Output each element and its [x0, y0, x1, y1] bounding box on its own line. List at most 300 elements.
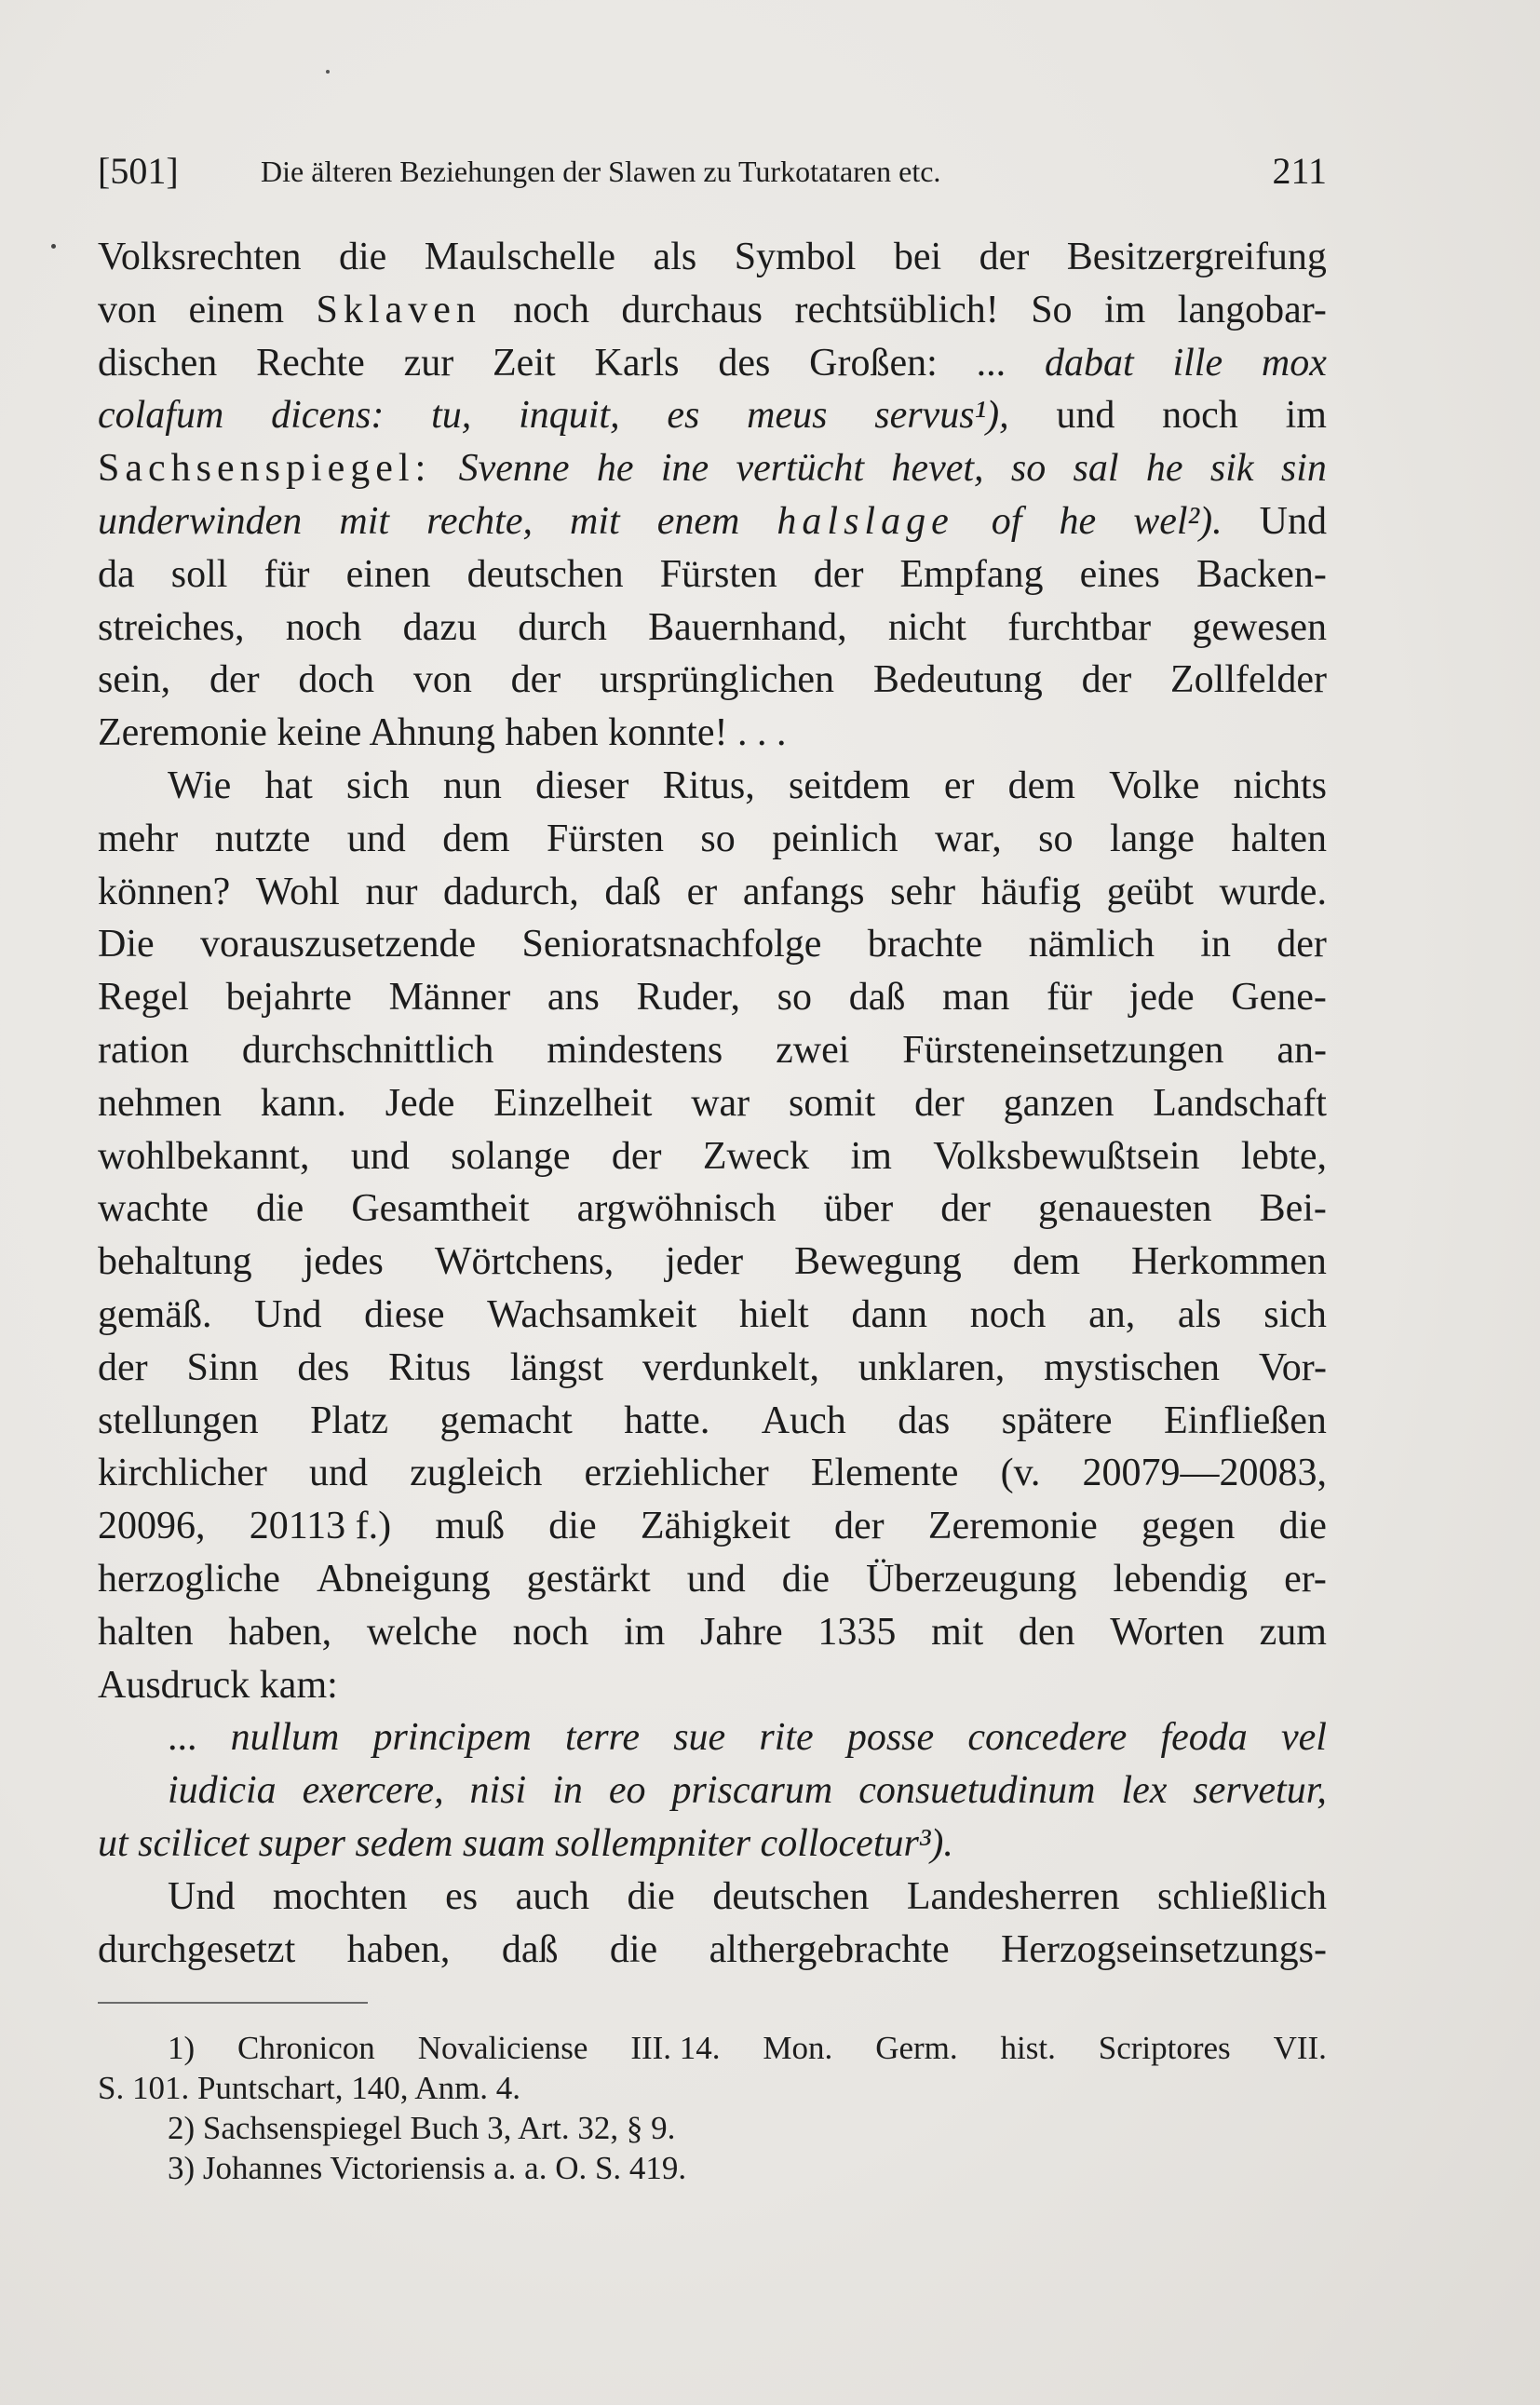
word: nullum: [230, 1716, 340, 1760]
word: den: [1018, 1610, 1075, 1654]
text-line: [98, 231, 1327, 284]
word: Und: [254, 1292, 322, 1336]
text-line: [98, 1289, 1327, 1342]
word: nehmen: [98, 1081, 222, 1125]
footnote: [98, 2108, 1327, 2148]
word: sin: [1280, 447, 1327, 491]
word: dieser: [535, 763, 629, 807]
word: kann.: [260, 1081, 346, 1125]
text-line: [98, 495, 1327, 548]
word: durchschnittlich: [241, 1028, 494, 1072]
word: mit: [570, 499, 620, 543]
word: Einzelheit: [493, 1081, 653, 1125]
word: wachte: [98, 1187, 209, 1231]
word: der: [834, 1505, 885, 1548]
word: Die: [98, 923, 155, 966]
word: terre: [564, 1716, 641, 1760]
word: die: [339, 236, 387, 278]
word: 20113 f.): [249, 1505, 392, 1548]
word: peinlich: [772, 817, 898, 860]
word: sein,: [98, 658, 171, 702]
word: mit: [339, 499, 390, 543]
word: Jahre: [700, 1610, 783, 1654]
word: Bedeutung: [872, 658, 1043, 702]
word: ille: [1172, 341, 1223, 385]
word: in: [552, 1769, 583, 1813]
word: solange: [451, 1134, 571, 1178]
word: die: [548, 1505, 597, 1548]
word: Regel: [98, 976, 189, 1020]
text-line: [98, 389, 1327, 442]
text-line: [98, 1500, 1327, 1553]
word: halslage: [777, 499, 954, 543]
word: für: [263, 552, 310, 596]
word: im: [623, 1610, 666, 1654]
word: Ruder,: [636, 976, 740, 1020]
word: Zeit: [493, 341, 556, 385]
word: diese: [364, 1292, 445, 1336]
word: Volke: [1109, 763, 1200, 807]
footnote-text: Germ.: [875, 2030, 958, 2066]
word: (v.: [1000, 1452, 1041, 1495]
text-line: [98, 1924, 1327, 1977]
word: underwinden: [98, 499, 303, 543]
word: wohlbekannt,: [98, 1134, 310, 1178]
word: der: [510, 658, 561, 702]
word: he: [596, 447, 634, 491]
word: rechte,: [426, 499, 533, 543]
word: zum: [1259, 1610, 1327, 1654]
word: rite: [759, 1716, 814, 1760]
word: Sachsenspiegel:: [98, 447, 432, 491]
word: die: [255, 1187, 304, 1231]
word: Empfang: [899, 552, 1044, 596]
word: servus¹),: [874, 394, 1009, 438]
word: principem: [372, 1716, 532, 1760]
text-line: [98, 1236, 1327, 1289]
footnote-text: Scriptores: [1098, 2030, 1231, 2066]
text-line: [98, 1182, 1327, 1236]
word: Symbol: [734, 236, 857, 278]
word: jede: [1128, 976, 1195, 1020]
text-line: [98, 1395, 1327, 1448]
word: muß: [435, 1505, 506, 1548]
word: Großen:: [809, 341, 938, 385]
word: so: [700, 817, 736, 860]
word: mit: [931, 1610, 984, 1654]
text-line: [98, 548, 1327, 601]
word: Sinn: [186, 1345, 259, 1389]
word: exercere,: [302, 1769, 444, 1813]
footnote-text: hist.: [1000, 2030, 1056, 2066]
footnote-text: Mon.: [763, 2030, 833, 2066]
word: Zähigkeit: [640, 1505, 790, 1548]
word: der: [1277, 923, 1327, 966]
word: sik: [1209, 447, 1254, 491]
text-line: [98, 1817, 1327, 1871]
word: herzogliche: [98, 1557, 280, 1601]
word: von: [98, 288, 156, 331]
word: sehr: [890, 870, 956, 913]
word: längst: [509, 1345, 604, 1389]
word: er-: [1284, 1557, 1327, 1601]
word: noch: [969, 1292, 1047, 1336]
running-title: Die älteren Beziehungen der Slawen zu Turkotataren etc.: [261, 155, 941, 188]
word: und: [350, 1134, 410, 1178]
word: ration: [98, 1028, 189, 1072]
word: rechtsüblich!: [794, 288, 999, 331]
footnote-text: S. 101. Puntschart, 140, Anm. 4.: [98, 2070, 521, 2106]
text-line: [98, 337, 1327, 390]
word: genauesten: [1037, 1187, 1212, 1231]
word: Herzogseinsetzungs-: [1001, 1927, 1327, 1971]
word: feoda: [1160, 1716, 1248, 1760]
word: vorauszusetzende: [199, 923, 477, 966]
text-line: [98, 1342, 1327, 1395]
word: mochten: [272, 1874, 408, 1918]
word: Wachsamkeit: [487, 1292, 697, 1336]
word: spätere: [1001, 1398, 1113, 1442]
text-line: [98, 1711, 1327, 1764]
word: Zollfelder: [1170, 658, 1327, 702]
footnotes: [98, 2028, 1327, 2188]
word: der: [914, 1081, 965, 1125]
word: welche: [366, 1610, 478, 1654]
word: Einfließen: [1164, 1398, 1327, 1442]
word: lex: [1121, 1769, 1168, 1813]
word: sal: [1073, 447, 1119, 491]
word: als: [1177, 1292, 1222, 1336]
word: gestärkt: [526, 1557, 651, 1601]
word: Überzeugung: [866, 1557, 1077, 1601]
word: jedes: [303, 1240, 384, 1284]
word: Bewegung: [794, 1240, 962, 1284]
text-line: [98, 918, 1327, 971]
word: Landschaft: [1153, 1081, 1327, 1125]
word: und: [1056, 394, 1115, 438]
word: colafum: [98, 394, 224, 438]
footnote-text: VII.: [1273, 2030, 1327, 2066]
word: stellungen: [98, 1398, 259, 1442]
word: Svenne: [458, 447, 570, 491]
word: Senioratsnachfolge: [521, 923, 822, 966]
word: bei: [893, 236, 942, 278]
word: es: [445, 1874, 479, 1918]
word: nutzte: [214, 817, 311, 860]
word: im: [850, 1134, 892, 1178]
footnote: [98, 2028, 1327, 2068]
word: an-: [1277, 1028, 1327, 1072]
word: die: [609, 1927, 658, 1971]
word: dicens:: [271, 394, 385, 438]
word: an,: [1088, 1292, 1136, 1336]
word: der: [1081, 658, 1132, 702]
word: die: [627, 1874, 675, 1918]
word: halten: [1231, 817, 1327, 860]
word: Ausdruck kam:: [98, 1663, 338, 1707]
word: Gene-: [1231, 976, 1327, 1020]
text-line: [98, 971, 1327, 1024]
word: von: [412, 658, 472, 702]
word: streiches,: [98, 605, 245, 649]
word: und: [346, 817, 406, 860]
word: Zweck: [702, 1134, 810, 1178]
word: So: [1031, 288, 1073, 331]
word: ...: [168, 1716, 197, 1760]
word: Auch: [761, 1398, 846, 1442]
word: die: [781, 1557, 831, 1601]
text-line: [98, 760, 1327, 813]
word: dischen: [98, 341, 218, 385]
word: inquit,: [519, 394, 620, 438]
footnote-rule: [98, 2002, 368, 2004]
word: anfangs: [742, 870, 865, 913]
word: einem: [188, 288, 285, 331]
word: über: [823, 1187, 894, 1231]
word: erziehlicher: [584, 1452, 769, 1495]
word: brachte: [867, 923, 983, 966]
word: des: [297, 1345, 350, 1389]
word: ...: [976, 341, 1006, 385]
word: mystischen: [1044, 1345, 1221, 1389]
word: meus: [747, 394, 828, 438]
word: Und: [168, 1874, 236, 1918]
word: Fürsten: [546, 817, 664, 860]
word: man: [942, 976, 1010, 1020]
word: war: [691, 1081, 750, 1125]
word: im: [1285, 394, 1327, 438]
word: Zeremonie keine Ahnung haben konnte! . . .: [98, 711, 787, 755]
text-line: [98, 284, 1327, 337]
word: häufig: [980, 870, 1081, 913]
word: nun: [442, 763, 502, 807]
word: Ritus,: [662, 763, 755, 807]
word: posse: [846, 1716, 935, 1760]
word: 1335: [817, 1610, 897, 1654]
word: eo: [608, 1769, 646, 1813]
word: enem: [656, 499, 740, 543]
word: sich: [346, 763, 410, 807]
word: haben,: [228, 1610, 332, 1654]
word: somit: [788, 1081, 876, 1125]
word: Gesamtheit: [351, 1187, 530, 1231]
word: Und: [1259, 499, 1327, 543]
word: Rechte: [256, 341, 365, 385]
text-line: [98, 1659, 1327, 1712]
word: Wohl: [255, 870, 340, 913]
word: Wie: [168, 763, 232, 807]
text-line: [98, 1077, 1327, 1130]
word: servetur,: [1193, 1769, 1327, 1813]
word: schließlich: [1157, 1874, 1327, 1918]
word: vertücht: [736, 447, 865, 491]
word: mehr: [98, 817, 179, 860]
body-text: [98, 231, 1327, 1976]
word: auch: [515, 1874, 589, 1918]
word: althergebrachte: [709, 1927, 950, 1971]
word: der: [209, 658, 260, 702]
word: daß: [848, 976, 906, 1020]
word: durchaus: [621, 288, 763, 331]
word: lange: [1109, 817, 1195, 860]
word: doch: [298, 658, 375, 702]
word: im: [1104, 288, 1146, 331]
word: he: [1145, 447, 1183, 491]
word: tu,: [431, 394, 472, 438]
footnote-text: III. 14.: [630, 2030, 721, 2066]
word: hielt: [739, 1292, 809, 1336]
word: eines: [1079, 552, 1160, 596]
word: dadurch,: [443, 870, 579, 913]
word: und: [686, 1557, 746, 1601]
word: dazu: [402, 605, 477, 649]
word: des: [718, 341, 771, 385]
word: Bauernhand,: [648, 605, 847, 649]
section-number: [501]: [98, 150, 179, 192]
footnote: [98, 2068, 1327, 2108]
text-line: [98, 654, 1327, 707]
word: so: [777, 976, 813, 1020]
word: da: [98, 552, 135, 596]
word: der: [979, 236, 1030, 278]
word: daß: [604, 870, 662, 913]
word: durch: [518, 605, 607, 649]
word: hevet,: [891, 447, 984, 491]
text-line: [98, 707, 1327, 760]
word: wel²).: [1133, 499, 1223, 543]
word: Wörtchens,: [434, 1240, 615, 1284]
word: nämlich: [1028, 923, 1155, 966]
word: noch: [513, 288, 589, 331]
word: kirchlicher: [98, 1452, 267, 1495]
word: 20079—20083,: [1082, 1452, 1327, 1495]
word: jeder: [665, 1240, 744, 1284]
word: Jede: [385, 1081, 455, 1125]
footnote-text: 3) Johannes Victoriensis a. a. O. S. 419.: [168, 2150, 687, 2186]
word: Vor-: [1258, 1345, 1327, 1389]
text-line: [98, 866, 1327, 919]
word: soll: [170, 552, 228, 596]
word: 20096,: [98, 1505, 206, 1548]
word: Elemente: [810, 1452, 959, 1495]
word: zur: [403, 341, 454, 385]
word: Maulschelle: [424, 236, 616, 278]
word: gegen: [1141, 1505, 1236, 1548]
word: Fürsteneinsetzungen: [902, 1028, 1224, 1072]
word: iudicia: [168, 1769, 277, 1813]
word: nicht: [887, 605, 966, 649]
word: als: [653, 236, 697, 278]
text-line: [98, 1764, 1327, 1817]
footnote-text: 1): [168, 2030, 196, 2066]
word: die: [1278, 1505, 1327, 1548]
word: Landesherren: [906, 1874, 1120, 1918]
word: mindestens: [547, 1028, 723, 1072]
footnote-text: 2) Sachsenspiegel Buch 3, Art. 32, § 9.: [168, 2110, 676, 2146]
word: mox: [1261, 341, 1327, 385]
word: Ritus: [388, 1345, 471, 1389]
word: Männer: [388, 976, 511, 1020]
word: es: [667, 394, 700, 438]
text-line: [98, 1130, 1327, 1183]
word: der: [98, 1345, 148, 1389]
word: dem: [1012, 1240, 1081, 1284]
word: für: [1047, 976, 1092, 1020]
word: Platz: [310, 1398, 389, 1442]
word: Fürsten: [659, 552, 777, 596]
footnote-text: Chronicon: [237, 2030, 375, 2066]
word: consuetudinum: [858, 1769, 1096, 1813]
word: gemäß.: [98, 1292, 212, 1336]
word: durchgesetzt: [98, 1927, 296, 1971]
word: haben,: [346, 1927, 451, 1971]
word: gemacht: [439, 1398, 573, 1442]
word: lebendig: [1113, 1557, 1249, 1601]
text-line: [98, 1871, 1327, 1924]
word: verdunkelt,: [642, 1345, 819, 1389]
word: das: [898, 1398, 951, 1442]
running-header: [98, 142, 1327, 207]
word: ine: [660, 447, 709, 491]
text-line: [98, 813, 1327, 866]
word: wurde.: [1219, 870, 1327, 913]
word: of: [991, 499, 1022, 543]
word: er: [943, 763, 975, 807]
word: nichts: [1233, 763, 1327, 807]
word: hat: [264, 763, 313, 807]
word: ans: [547, 976, 600, 1020]
word: Worten: [1110, 1610, 1224, 1654]
word: halten: [98, 1610, 194, 1654]
word: Karls: [594, 341, 680, 385]
word: sue: [673, 1716, 726, 1760]
word: hatte.: [624, 1398, 710, 1442]
word: gewesen: [1192, 605, 1327, 649]
word: dann: [851, 1292, 928, 1336]
word: so: [1038, 817, 1074, 860]
word: furchtbar: [1007, 605, 1152, 649]
word: dem: [1007, 763, 1075, 807]
word: lebte,: [1240, 1134, 1327, 1178]
word: Zeremonie: [927, 1505, 1098, 1548]
word: ursprünglichen: [600, 658, 835, 702]
word: dem: [442, 817, 510, 860]
word: nur: [365, 870, 418, 913]
word: nisi: [469, 1769, 527, 1813]
word: deutschen: [466, 552, 624, 596]
word: Herkommen: [1130, 1240, 1327, 1284]
word: langobar-: [1177, 288, 1327, 331]
footnote: [98, 2148, 1327, 2188]
word: Sklaven: [316, 288, 481, 331]
text-line: [98, 442, 1327, 495]
word: zwei: [776, 1028, 850, 1072]
word: er: [686, 870, 718, 913]
word: he: [1059, 499, 1097, 543]
word: seitdem: [788, 763, 911, 807]
word: ganzen: [1003, 1081, 1114, 1125]
word: in: [1200, 923, 1231, 966]
word: priscarum: [671, 1769, 833, 1813]
word: noch: [512, 1610, 589, 1654]
word: vel: [1280, 1716, 1327, 1760]
word: Volksrechten: [98, 236, 302, 278]
word: daß: [501, 1927, 559, 1971]
word: zugleich: [410, 1452, 543, 1495]
word: Backen-: [1196, 552, 1327, 596]
word: bejahrte: [225, 976, 352, 1020]
word: argwöhnisch: [576, 1187, 777, 1231]
